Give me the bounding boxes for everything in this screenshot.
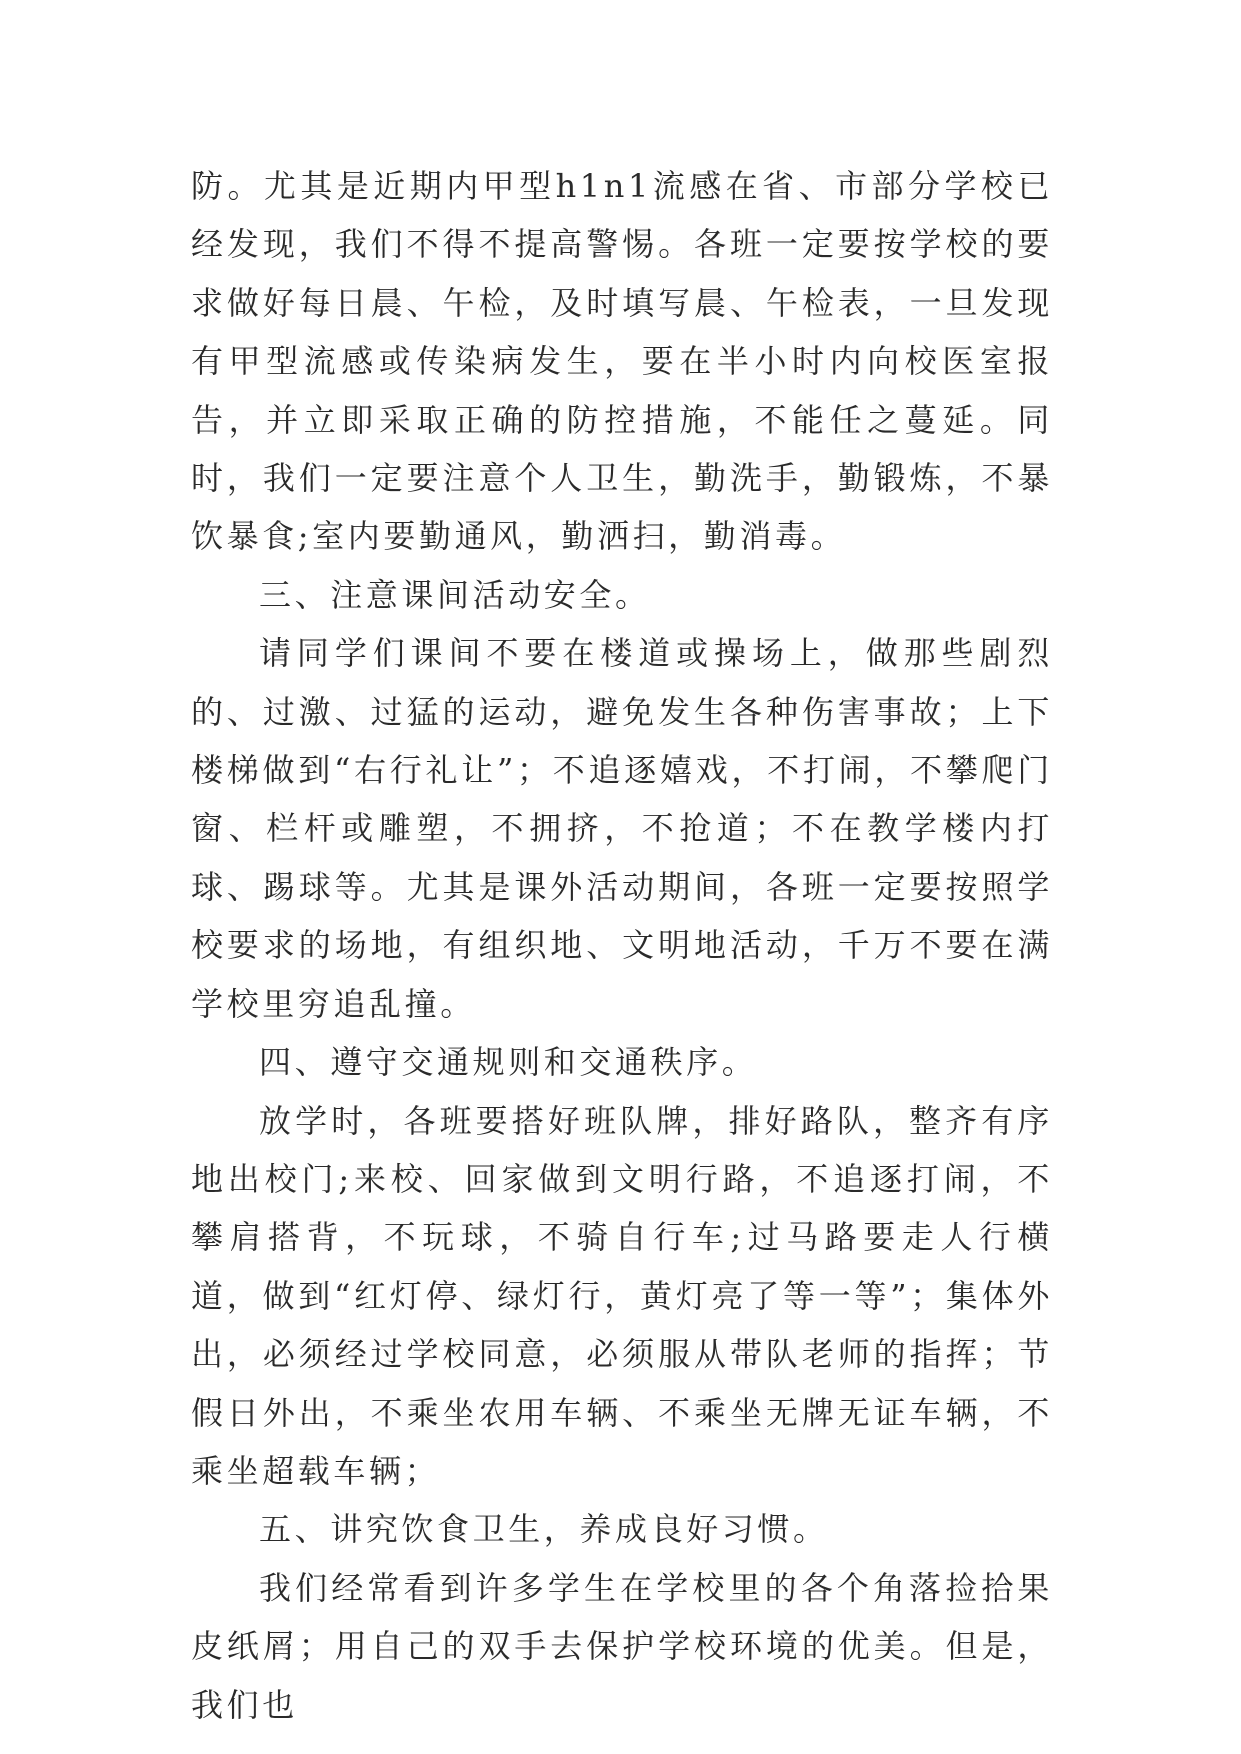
paragraph-recess-safety: 请同学们课间不要在楼道或操场上，做那些剧烈的、过激、过猛的运动，避免发生各种伤害事故；上下楼梯做到“右行礼让”；不追逐嬉戏，不打闹，不攀爬门窗、栏杆或雕塑，不拥挤，不抢道；不在教学楼内打球、踢球等。尤其是课外活动期间，各班一定要按照学校要求的场地，有组织地、文明地活动，千万不要在满学校里穷追乱撞。 xyxy=(191,634,1053,1023)
paragraph-food-hygiene: 我们经常看到许多学生在学校里的各个角落捡拾果皮纸屑；用自己的双手去保护学校环境的优美。但是，我们也 xyxy=(191,1568,1053,1724)
heading-traffic-rules: 四、遵守交通规则和交通秩序。 xyxy=(259,1043,758,1082)
heading-food-hygiene: 五、讲究饮食卫生，养成良好习惯。 xyxy=(259,1510,829,1549)
document-body xyxy=(191,157,1053,1734)
paragraph-traffic-rules: 放学时，各班要搭好班队牌，排好路队，整齐有序地出校门;来校、回家做到文明行路，不追逐打闹，不攀肩搭背，不玩球，不骑自行车;过马路要走人行横道，做到“红灯停、绿灯行，黄灯亮了等一等”；集体外出，必须经过学校同意，必须服从带队老师的指挥；节假日外出，不乘坐农用车辆、不乘坐无牌无证车辆，不乘坐超载车辆； xyxy=(191,1101,1053,1490)
heading-recess-safety: 三、注意课间活动安全。 xyxy=(259,575,651,614)
paragraph-epidemic-prevention: 防。尤其是近期内甲型h1n1流感在省、市部分学校已经发现，我们不得不提高警惕。各班一定要按学校的要求做好每日晨、午检，及时填写晨、午检表，一旦发现有甲型流感或传染病发生，要在半小时内向校医室报告，并立即采取正确的防控措施，不能任之蔓延。同时，我们一定要注意个人卫生，勤洗手，勤锻炼，不暴饮暴食;室内要勤通风，勤洒扫，勤消毒。 xyxy=(191,167,1053,556)
